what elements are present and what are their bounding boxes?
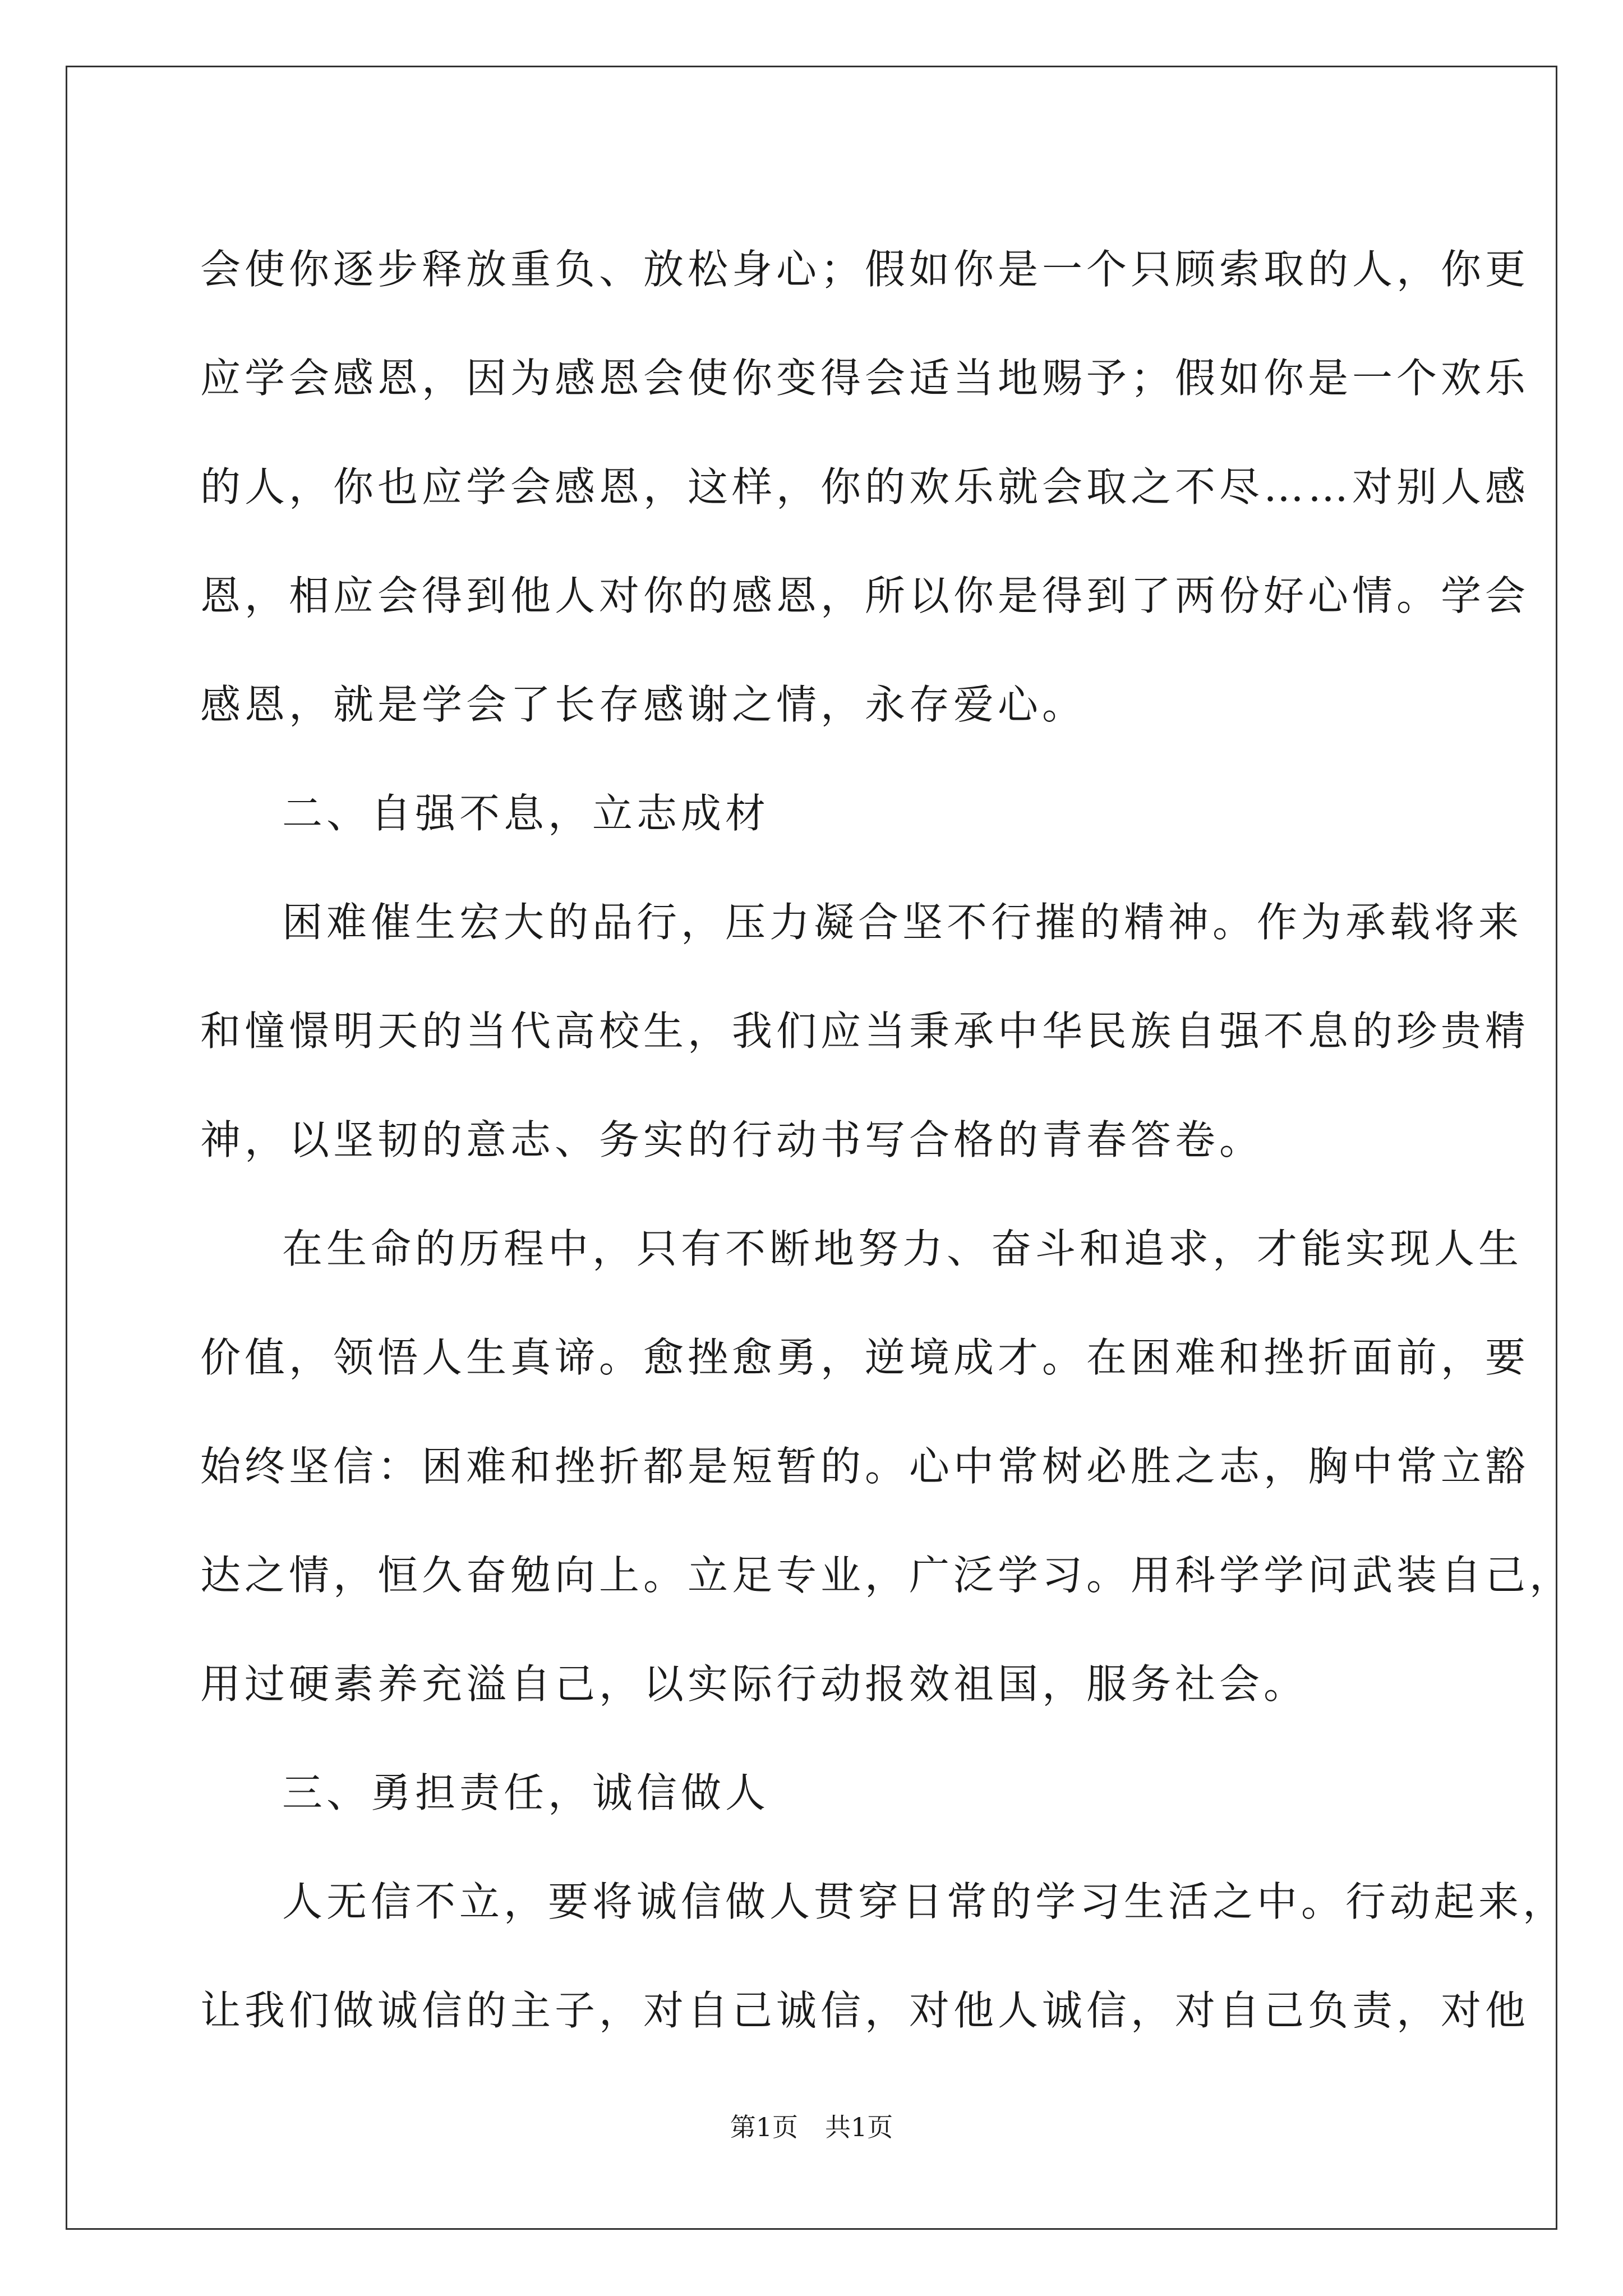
text-line: 感恩，就是学会了长存感谢之情，永存爱心。 [200, 681, 1087, 728]
text-line: 让我们做诚信的主子，对自己诚信，对他人诚信，对自己负责，对他 [200, 1987, 1530, 2034]
document-body [200, 215, 1574, 2065]
page-footer [0, 2110, 1623, 2144]
text-line: 和憧憬明天的当代高校生，我们应当秉承中华民族自强不息的珍贵精 [200, 1007, 1530, 1055]
text-line: 二、自强不息，立志成材 [282, 790, 770, 837]
text-line: 的人，你也应学会感恩，这样，你的欢乐就会取之不尽……对别人感 [200, 463, 1530, 510]
text-line: 用过硬素养充溢自己，以实际行动报效祖国，服务社会。 [200, 1660, 1308, 1708]
text-line: 三、勇担责任，诚信做人 [282, 1769, 770, 1816]
page-number-total: 共1页 [825, 2112, 893, 2142]
text-line: 人无信不立，要将诚信做人贯穿日常的学习生活之中。行动起来， [282, 1878, 1567, 1925]
text-line: 达之情，恒久奋勉向上。立足专业，广泛学习。用科学学问武装自己， [200, 1552, 1574, 1599]
text-line: 神，以坚韧的意志、务实的行动书写合格的青春答卷。 [200, 1116, 1264, 1163]
text-line: 恩，相应会得到他人对你的感恩，所以你是得到了两份好心情。学会 [200, 572, 1530, 619]
text-line: 困难催生宏大的品行，压力凝合坚不行摧的精神。作为承载将来 [282, 899, 1523, 946]
text-line: 会使你逐步释放重负、放松身心；假如你是一个只顾索取的人，你更 [200, 246, 1530, 293]
text-line: 价值，领悟人生真谛。愈挫愈勇，逆境成才。在困难和挫折面前，要 [200, 1334, 1530, 1381]
text-line: 始终坚信：困难和挫折都是短暂的。心中常树必胜之志，胸中常立豁 [200, 1443, 1530, 1490]
text-line: 应学会感恩，因为感恩会使你变得会适当地赐予；假如你是一个欢乐 [200, 355, 1530, 402]
page-number-current: 第1页 [730, 2112, 798, 2142]
text-line: 在生命的历程中，只有不断地努力、奋斗和追求，才能实现人生 [282, 1225, 1523, 1272]
